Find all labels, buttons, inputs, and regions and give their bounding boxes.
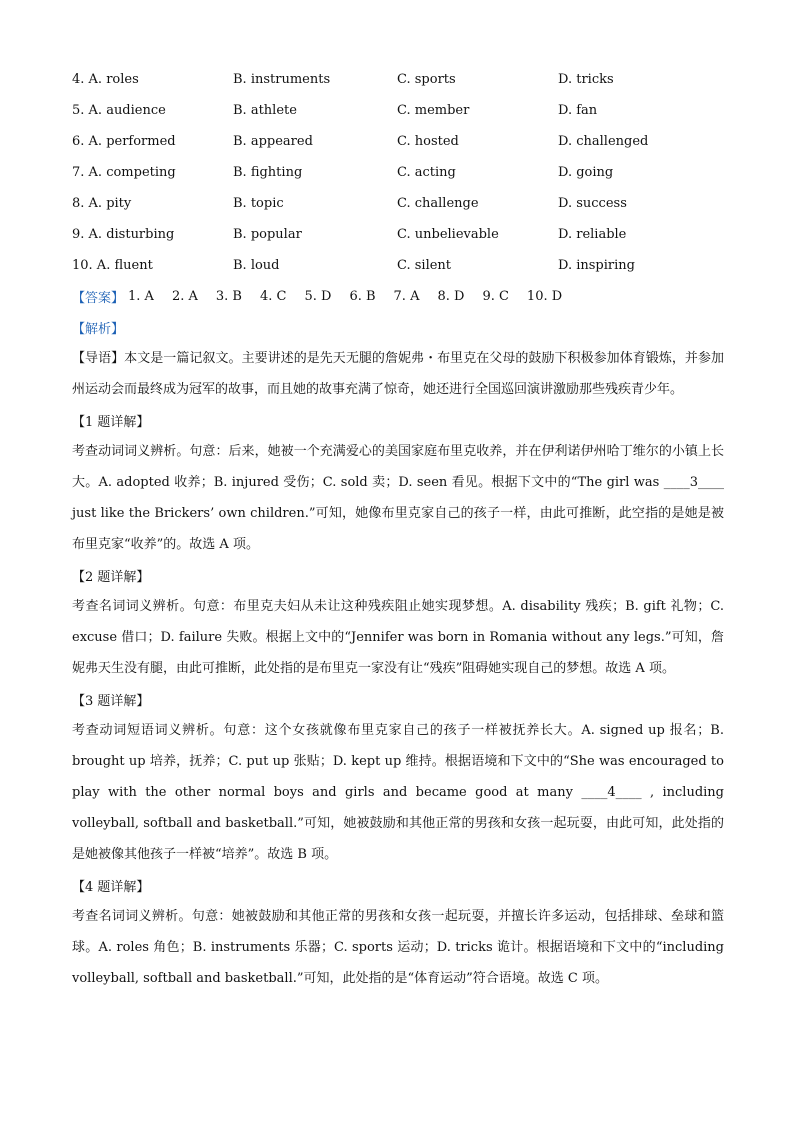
option-row	[72, 95, 724, 126]
answer-item: 1. A	[128, 289, 154, 304]
answer-item: 6. B	[349, 289, 376, 304]
detail-text-1: 考查动词词义辨析。句意：后来，她被一个充满爱心的美国家庭布里克收养，并在伊利诺伊州哈丁维尔的小镇上长大。A. adopted 收养；B. injured 受伤；C. sold 卖；D. seen 看见。根据下文中的“The girl was ____3____ just like the Brickers’ own children.”可知，她像布里克家自己的孩子一样，由此可推断，此空指的是她是被布里克家“收养”的。故选 A 项。	[72, 444, 724, 552]
option-d: D. challenged	[558, 134, 649, 149]
option-d: D. inspiring	[558, 258, 635, 273]
answer-item: 3. B	[215, 289, 242, 304]
option-row	[72, 126, 724, 157]
option-b: B. appeared	[233, 134, 313, 149]
detail-text-2: 考查名词词义辨析。句意：布里克夫妇从未让这种残疾阻止她实现梦想。A. disability 残疾；B. gift 礼物；C. excuse 借口；D. failure 失败。根据上文中的“Jennifer was born in Romania without any legs.”可知，詹妮弗天生没有腿，由此可推断，此处指的是布里克一家没有让“残疾”阻碍她实现自己的梦想。故选 A 项。	[72, 599, 724, 676]
option-a: 5. A. audience	[72, 103, 166, 118]
intro-paragraph: 【导语】本文是一篇记叙文。主要讲述的是先天无腿的詹妮弗・布里克在父母的鼓励下积极参加体育锻炼，并参加州运动会而最终成为冠军的故事，而且她的故事充满了惊奇，她还进行全国巡回演讲激励那些残疾青少年。	[72, 351, 724, 397]
analysis-heading: 【解析】	[72, 322, 125, 337]
option-c: C. acting	[397, 165, 456, 180]
option-d: D. success	[558, 196, 627, 211]
detail-heading-3: 【3 题详解】	[72, 694, 150, 709]
options-list	[72, 64, 724, 281]
option-d: D. going	[558, 165, 614, 180]
answer-item: 4. C	[259, 289, 287, 304]
option-a: 10. A. fluent	[72, 258, 153, 273]
option-b: B. topic	[233, 196, 284, 211]
detail-heading-1: 【1 题详解】	[72, 415, 150, 430]
answer-item: 10. D	[526, 289, 563, 304]
option-b: B. fighting	[233, 165, 303, 180]
answer-item: 7. A	[393, 289, 420, 304]
option-a: 7. A. competing	[72, 165, 176, 180]
answer-item: 9. C	[482, 289, 509, 304]
option-b: B. athlete	[233, 103, 297, 118]
option-b: B. popular	[233, 227, 302, 242]
detail-text-4: 考查名词词义辨析。句意：她被鼓励和其他正常的男孩和女孩一起玩耍，并擅长许多运动，包括排球、垒球和篮球。A. roles 角色；B. instruments 乐器；C. sports 运动；D. tricks 诡计。根据语境和下文中的“including volleyball, softball and basketball.”可知，此处指的是“体育运动”符合语境。故选 C 项。	[72, 909, 724, 986]
option-a: 9. A. disturbing	[72, 227, 175, 242]
answer-item: 8. D	[437, 289, 465, 304]
option-d: D. reliable	[558, 227, 627, 242]
option-c: C. member	[397, 103, 470, 118]
answer-tag: 【答案】	[72, 291, 125, 306]
detail-text-3: 考查动词短语词义辨析。句意：这个女孩就像布里克家自己的孩子一样被抚养长大。A. signed up 报名；B. brought up 培养，抚养；C. put up 张贴；D. kept up 维持。根据语境和下文中的“She was encouraged to play with the other normal boys and girls and became good at many ____4____ , including volleyball, softball and basketball.”可知，她被鼓励和其他正常的男孩和女孩一起玩耍，由此可知，此处指的是她被像其他孩子一样被“培养”。故选 B 项。	[72, 723, 724, 862]
option-a: 8. A. pity	[72, 196, 132, 211]
option-c: C. sports	[397, 72, 456, 87]
option-d: D. tricks	[558, 72, 614, 87]
option-b: B. loud	[233, 258, 280, 273]
option-row	[72, 250, 724, 281]
option-row	[72, 219, 724, 250]
option-c: C. silent	[397, 258, 452, 273]
option-a: 6. A. performed	[72, 134, 176, 149]
option-c: C. unbelievable	[397, 227, 499, 242]
option-b: B. instruments	[233, 72, 331, 87]
option-row	[72, 157, 724, 188]
answer-line	[72, 281, 724, 312]
option-d: D. fan	[558, 103, 598, 118]
detail-heading-2: 【2 题详解】	[72, 570, 150, 585]
answer-item: 5. D	[304, 289, 332, 304]
document-page	[72, 64, 724, 994]
detail-heading-4: 【4 题详解】	[72, 880, 150, 895]
option-a: 4. A. roles	[72, 72, 139, 87]
option-c: C. hosted	[397, 134, 459, 149]
option-row	[72, 188, 724, 219]
option-c: C. challenge	[397, 196, 479, 211]
option-row	[72, 64, 724, 95]
answer-item: 2. A	[171, 289, 198, 304]
